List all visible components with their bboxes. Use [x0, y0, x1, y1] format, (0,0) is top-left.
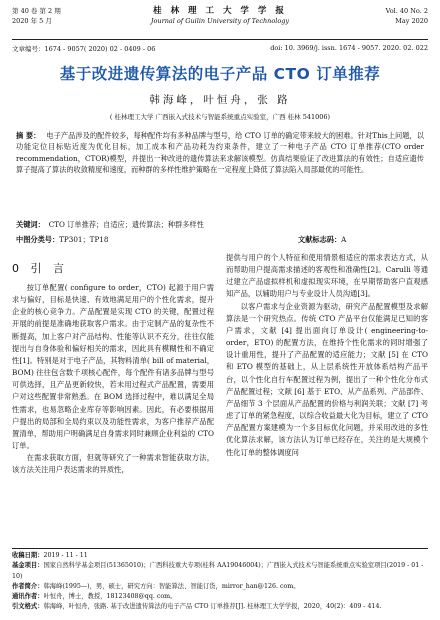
clc-code: TP301；TP18 — [59, 235, 109, 244]
article-number: 文章编号：1674 - 9057( 2020) 02 - 0409 - 06 — [12, 45, 156, 53]
journal-name-en: Journal of Guilin University of Technology — [150, 17, 290, 25]
date-en: May 2020 — [395, 17, 428, 25]
doc-code: A — [341, 235, 347, 244]
received-date: 2019 - 11 - 11 — [43, 552, 88, 559]
section-heading: 0 引 言 — [12, 262, 68, 275]
paragraph: 提供与用户的个人特征和使用情景相适应的需求表达方式，从而帮助用户提高需求描述的客观性和准确性[2]。Carulli 等通过建立产品虚拟样机和虚拟现实环境，在早期帮助客户直观感知产品，以辅助用户与专业设计人员沟通[3]。 — [226, 253, 428, 299]
received-label: 收稿日期： — [12, 552, 44, 559]
abstract-label: 摘 要： — [16, 131, 41, 140]
doi: doi: 10. 3969/j. issn. 1674 - 9057. 2020. 02. 022 — [270, 44, 428, 52]
doc-code-label: 文献标志码： — [298, 235, 342, 244]
header-right — [386, 6, 428, 26]
body-right-column — [226, 252, 428, 459]
article-ids — [12, 44, 428, 54]
volume-en: Vol. 40 No. 2 — [385, 7, 428, 15]
author-bio: 韩海峰(1995—)，男，硕士，研究方向：智能算法、智能订货，mirror_han@126. com。 — [43, 582, 300, 590]
footnotes — [12, 548, 428, 613]
fund-label: 基金项目： — [12, 562, 44, 570]
affiliation: ( 桂林理工大学 广西嵌入式技术与智能系统重点实验室，广西 桂林 541006) — [109, 113, 331, 121]
author-bio-label: 作者简介： — [12, 582, 44, 590]
body-left-column — [12, 262, 214, 477]
journal-name-cn: 桂 林 理 工 大 学 学 报 — [153, 6, 287, 16]
paper-title: 基于改进遗传算法的电子产品 CTO 订单推荐 — [59, 65, 381, 83]
paragraph: 以客户需求与企业资源为驱动，研究产品配置模型及求解算法是一个研究热点。传统 CTO 产品平台仅能满足已知的客户需求，文献 [4] 提出面向订单设计( engineering-to-order，ETO) 的配置方法，在维持个性化需求的同时增强了设计重用性，提升了产品配置的适应能力；文献 [5] 在 CTO 和 ETO 模型的基础上，从上层系统性开放体系结构产品平台，以个性化自行车配置过程为例，提出了一种个性化分布式产品配置过程；文献 [6] 基于 ETO、从产品系列、产品部件、产品细节 3 个层面从产品配置的价格与利润关联；文献 [7] 考虑了订单的紧急程度，以综合收益最大化为目标，建立了 CTO 产品配置方案建模为一个多目标优化问题，并采用改进的多性优化算法求解，该方法认为订单已经存在，关注的是大规模个性化订单的整体调度问 — [226, 301, 428, 457]
paragraph: 在需求获取方面，但就等研究了一种需求智能获取方法，该方法关注用户表达需求的异质性， — [12, 453, 214, 475]
corresponding-author: 叶恒舟，博士，教授，18123408@qq. com。 — [43, 593, 177, 601]
abstract-text: 电子产品涉及的配件较多，每种配件均有多种品牌与型号，给 CTO 订单的确定带来较大的困难。针对This上问题，以功能定位目标贴近度为优化目标，加工成本和产品功耗为约束条件，建立了一种电子产品 CTO 订单推荐(CTO order recommendation，CTOR)模型，并提出一种改进的遗传算法来求解该模型。仿真结果验证了改进算法的有效性；自适应遗传算子提高了算法的收敛精度和速度，而种群的多样性维护策略在一定程度上降低了算法陷入局部最优的可能性。 — [16, 131, 424, 174]
header-center — [12, 6, 428, 26]
keywords-label: 关键词： — [16, 220, 45, 229]
clc-label: 中图分类号： — [16, 235, 60, 244]
paragraph: 按订单配置( configure to order，CTO) 起源于用户需求与偏好，目标是快速、有效地满足用户的个性化需求，提升企业的核心竞争力。产品配置是实现 CTO 的关键，配置过程开展的前提是准确地获取客户需求。由于定制产品的复杂性不断提高，加上客户对产品结构、性能等认识不充分，往往仅能提出与自身体验和偏好相关的需求，因此具有模糊性和不确定性[1]。特别是对于电子产品，其物料清单( bill of material，BOM) 往往包含数千项核心配件，每个配件有诸多品牌与型号可供选择，且产品更新较快，若未用过程式产品配置，需要用户对这些配置非常熟悉。在 BOM 选择过程中，难以满足全局性需求，也易忽略企业库存等影响因素。因此，有必要根据用户提出的局部和全局约束以及功能性需求，为客户推荐产品配置清单，帮助用户明确满足自身需求同时兼顾企业利益的 CTO 订单。 — [12, 283, 214, 451]
authors: 韩海峰，叶恒舟，张 路 — [149, 94, 291, 106]
abstract — [16, 130, 424, 175]
fund-text: 国家自然科学基金项目(51365010)；广西科技重大专项(桂科 AA19046004)；广西嵌入式技术与智能系统重点实验室项目(2019 - 01 - 10) — [12, 562, 424, 580]
date-cn: 2020 年 5 月 — [12, 17, 52, 25]
volume-cn: 第 40 卷 第 2 期 — [12, 7, 61, 15]
journal-header — [12, 6, 428, 40]
keywords — [16, 219, 424, 230]
corresponding-label: 通讯作者： — [12, 593, 44, 601]
citation-label: 引文格式： — [12, 603, 44, 611]
keywords-text: CTO 订单推荐；自适应；遗传算法；种群多样性 — [48, 220, 204, 229]
citation: 韩海峰，叶恒舟，张路. 基于改进遗传算法的电子产品 CTO 订单推荐[J]. 桂林理工大学学报，2020，40(2)：409 - 414. — [43, 603, 382, 611]
